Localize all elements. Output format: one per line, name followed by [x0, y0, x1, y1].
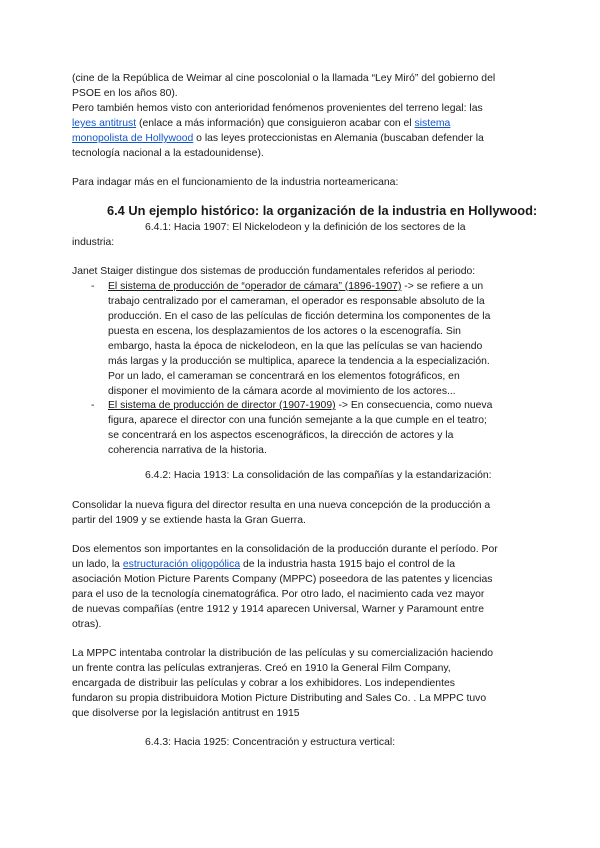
- intro-line-2: PSOE en los años 80).: [72, 88, 178, 99]
- bullet-2-line: se concentrará en los aspectos escenográficos, la dirección de actores y la: [108, 430, 454, 441]
- bullet-1-line: más largas y la producción se multiplica, aparece la tendencia a la especialización.: [108, 356, 490, 367]
- bullet-2-line: coherencia narrativa de la historia.: [108, 445, 267, 456]
- bullet-1-line: Por un lado, el cameraman se concentrará en los elementos fotográficos, en: [108, 371, 460, 382]
- intro-line-3: Pero también hemos visto con anterioridad fenómenos provenientes del terreno legal: las: [72, 103, 483, 114]
- bullet-1-first-line: [108, 279, 483, 294]
- p3-line: un frente contra las películas extranjeras. Creó en 1910 la General Film Company,: [72, 663, 451, 674]
- bullet-1-rest: -> se refiere a un: [401, 281, 484, 292]
- p3-line: La MPPC intentaba controlar la distribución de las películas y su comercialización haciendo: [72, 648, 494, 659]
- subsection-6-4-2-heading: 6.4.2: Hacia 1913: La consolidación de las compañías y la estandarización:: [145, 470, 492, 481]
- sistema-link[interactable]: sistema: [414, 118, 451, 129]
- p2-line: para el uso de la tecnología cinematográfica. Por otro lado, el nacimiento cada vez mayor: [72, 589, 485, 600]
- intro-line-6: tecnología nacional a la estadounidense).: [72, 148, 264, 159]
- subsection-6-4-1-line-1: 6.4.1: Hacia 1907: El Nickelodeon y la definición de los sectores de la: [145, 222, 466, 233]
- p2-line-1: Dos elementos son importantes en la consolidación de la producción durante el período. Por: [72, 544, 498, 555]
- leyes-antitrust-link[interactable]: leyes antitrust: [72, 118, 137, 129]
- p2-line-2-post: de la industria hasta 1915 bajo el control de la: [240, 559, 455, 570]
- monopolista-hollywood-link[interactable]: monopolista de Hollywood: [72, 133, 194, 144]
- bullet-2-rest: -> En consecuencia, como nueva: [335, 400, 493, 411]
- p2-line-2-pre: un lado, la: [72, 559, 123, 570]
- bullet-2-first-line: [108, 398, 492, 413]
- intro-line-5-text: o las leyes proteccionistas en Alemania (buscaban defender la: [193, 133, 484, 144]
- bullet-2-line: figura, aparece el director con una función semejante a la que cumple en el teatro;: [108, 415, 487, 426]
- bullet-1-line: embargo, hasta la época de nickelodeon, en la que las películas se van haciendo: [108, 341, 483, 352]
- p2-line: asociación Motion Picture Parents Company (MPPC) poseedora de las patentes y licencias: [72, 574, 493, 585]
- section-heading: 6.4 Un ejemplo histórico: la organización de la industria en Hollywood:: [107, 203, 538, 218]
- bullet-1-title: El sistema de producción de “operador de cámara” (1896-1907): [108, 281, 402, 292]
- estructuracion-oligopolica-link[interactable]: estructuración oligopólica: [122, 559, 241, 570]
- p3-line: encargada de distribuir las películas y cobrar a los exhibidores. Los independientes: [72, 678, 455, 689]
- intro-line-5: [72, 131, 484, 146]
- bullet-1-line: trabajo centralizado por el cameraman, el operador es responsable absoluto de la: [108, 296, 485, 307]
- subsection-6-4-3-heading: 6.4.3: Hacia 1925: Concentración y estructura vertical:: [145, 737, 396, 748]
- p1-line-2: partir del 1909 y se extiende hasta la Gran Guerra.: [72, 515, 306, 526]
- p2-line: otras).: [72, 619, 102, 630]
- bullet-1-line: producción. En el caso de las películas de ficción determina los componentes de la: [108, 311, 491, 322]
- intro-line-4-text: (enlace a más información) que consiguieron acabar con el: [136, 118, 415, 129]
- bullet-1-line: disponer el movimiento de la cámara acorde al movimiento de los actores...: [108, 386, 456, 397]
- subsection-6-4-1-line-2: industria:: [72, 237, 115, 248]
- p3-line: fundaron su propia distribuidora Motion Picture Distributing and Sales Co. . La MPPC tuvo: [72, 693, 487, 704]
- intro-line-4: [72, 116, 450, 131]
- intro-line-7: Para indagar más en el funcionamiento de la industria norteamericana:: [72, 177, 399, 188]
- bullet-2-title: El sistema de producción de director (1907-1909): [108, 400, 336, 411]
- intro-line-1: (cine de la República de Weimar al cine poscolonial o la llamada “Ley Miró” del gobierno del: [72, 73, 496, 84]
- p2-line: de nuevas compañías (entre 1912 y 1914 aparecen Universal, Warner y Paramount entre: [72, 604, 485, 615]
- bullet-marker: -: [91, 281, 95, 292]
- p3-line: que disolverse por la legislación antitrust en 1915: [72, 708, 300, 719]
- bullet-marker: -: [91, 400, 95, 411]
- p2-line-2: [72, 557, 455, 572]
- p1-line-1: Consolidar la nueva figura del director resulta en una nueva concepción de la producción a: [72, 500, 491, 511]
- staiger-intro: Janet Staiger distingue dos sistemas de producción fundamentales referidos al periodo:: [72, 266, 476, 277]
- bullet-1-line: puesta en escena, los desplazamientos de los actores o la escenografía. Sin: [108, 326, 461, 337]
